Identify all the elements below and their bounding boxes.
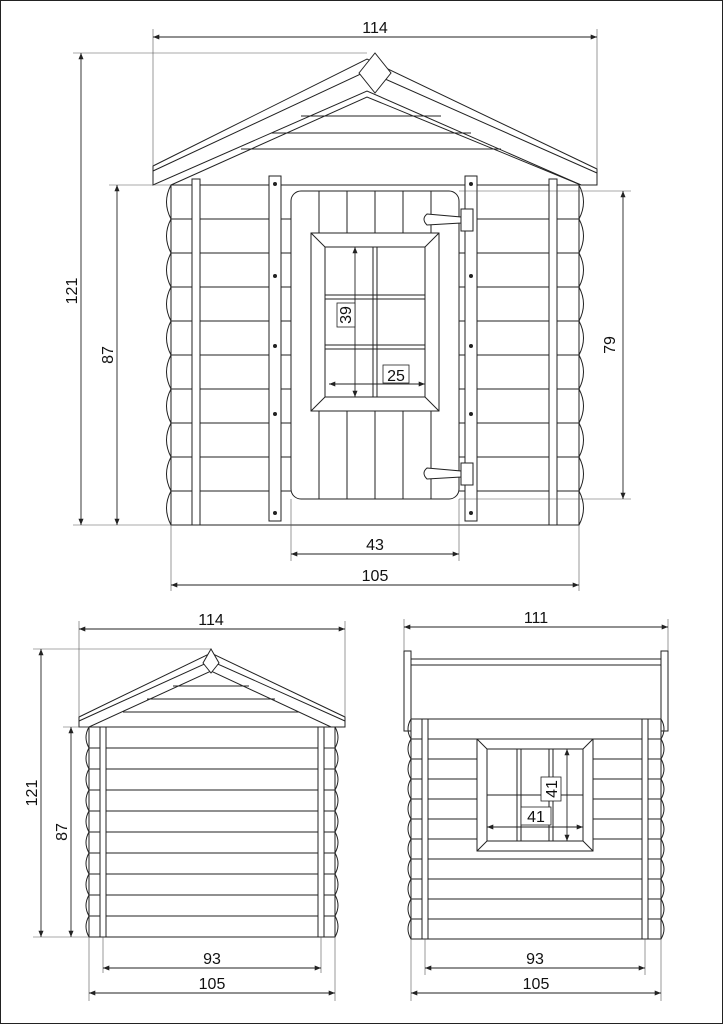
front-window-height-label: 39	[338, 306, 355, 324]
front-roof	[153, 53, 597, 185]
log-end	[579, 423, 584, 457]
side-width-roof-label: 114	[198, 612, 224, 629]
front-window-width-label: 25	[387, 368, 405, 385]
log-end	[167, 287, 172, 321]
log-end	[579, 185, 584, 219]
side-height-wall-label: 87	[54, 823, 71, 841]
side-height-total-label: 121	[24, 779, 41, 807]
log-end	[167, 491, 172, 525]
back-window	[477, 739, 593, 851]
back-width-roof-label: 111	[523, 610, 549, 627]
log-end	[167, 253, 172, 287]
front-door	[291, 191, 459, 499]
log-end	[579, 491, 584, 525]
log-end	[167, 219, 172, 253]
front-view	[64, 20, 631, 591]
log-end	[579, 457, 584, 491]
log-end	[579, 389, 584, 423]
log-end	[167, 321, 172, 355]
back-window-height-label: 41	[544, 780, 561, 798]
log-end	[579, 253, 584, 287]
front-width-roof-label: 114	[362, 20, 388, 37]
side-inner-width-label: 93	[203, 951, 221, 968]
front-door-width-label: 43	[366, 537, 384, 554]
side-roof	[79, 649, 345, 727]
log-end	[579, 355, 584, 389]
front-door-height-label: 79	[602, 336, 619, 354]
log-end	[167, 355, 172, 389]
front-height-total-label: 121	[64, 277, 81, 305]
back-window-width-label: 41	[527, 809, 545, 826]
back-inner-width-label: 93	[526, 951, 544, 968]
log-end	[167, 457, 172, 491]
side-view	[24, 612, 345, 1001]
drawing-canvas	[1, 1, 723, 1025]
log-end	[579, 321, 584, 355]
front-base-width-label: 105	[361, 568, 389, 585]
side-base-width-label: 105	[198, 976, 226, 993]
log-end	[579, 287, 584, 321]
log-end	[579, 219, 584, 253]
log-end	[167, 185, 172, 219]
log-end	[167, 423, 172, 457]
back-base-width-label: 105	[522, 976, 550, 993]
front-height-wall-label: 87	[100, 346, 117, 364]
log-end	[167, 389, 172, 423]
side-wall	[86, 727, 338, 937]
back-view	[404, 610, 668, 1001]
